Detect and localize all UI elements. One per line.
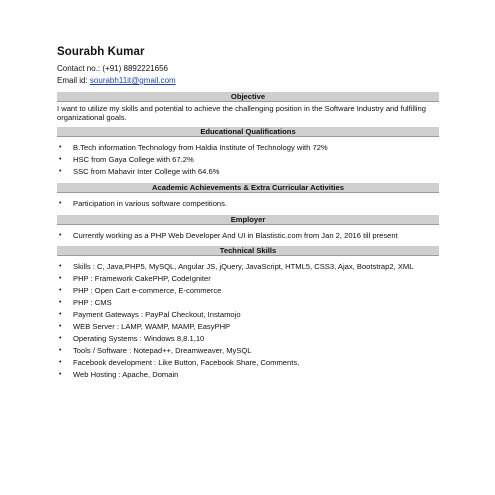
employer-heading: Employer [57,215,439,225]
employer-list [57,230,439,242]
bullet-icon: • [59,200,62,207]
contact-label: Contact no.: [57,64,101,73]
list-item: • Payment Gateways : PayPal Checkout, Instamojo [59,310,241,319]
education-heading: Educational Qualifications [57,127,439,137]
list-item: • WEB Server : LAMP, WAMP, MAMP, EasyPHP [59,322,231,331]
skills-list [57,261,439,381]
achievements-list [57,198,439,210]
list-item: • SSC from Mahavir Inter College with 64.6% [59,167,220,176]
candidate-name: Sourabh Kumar [57,46,145,58]
bullet-icon: • [59,371,62,378]
list-item: • HSC from Gaya College with 67.2% [59,155,194,164]
bullet-icon: • [59,347,62,354]
list-item: • PHP : CMS [59,298,112,307]
bullet-icon: • [59,335,62,342]
education-list [57,142,439,178]
list-item: • Facebook development : Like Button, Facebook Share, Comments, [59,358,300,367]
email-link[interactable]: sourabh11it@gmail.com [89,76,176,85]
bullet-icon: • [59,168,62,175]
list-item: • Participation in various software competitions. [59,199,228,208]
bullet-icon: • [59,299,62,306]
achievements-heading: Academic Achievements & Extra Curricular Activities [57,183,439,193]
list-item: • Web Hosting : Apache, Domain [59,370,179,379]
list-item: • Operating Systems : Windows 8,8.1,10 [59,334,205,343]
email-label: Email id: [57,76,88,85]
bullet-icon: • [59,287,62,294]
email-line [57,75,439,87]
bullet-icon: • [59,323,62,330]
bullet-icon: • [59,156,62,163]
bullet-icon: • [59,311,62,318]
list-item: • Skills : C, Java,PHP5, MySQL, Angular JS, jQuery, JavaScript, HTML5, CSS3, Ajax, Bootstrap2, XML [59,262,414,271]
bullet-icon: • [59,232,62,239]
contact-value: (+91) 8892221656 [102,64,168,73]
list-item: • PHP : Framework CakePHP, CodeIgniter [59,274,211,283]
list-item: • B.Tech information Technology from Haldia Institute of Technology with 72% [59,143,328,152]
list-item: • Tools / Software : Notepad++, Dreamweaver, MySQL [59,346,252,355]
bullet-icon: • [59,275,62,282]
bullet-icon: • [59,144,62,151]
bullet-icon: • [59,263,62,270]
objective-text: I want to utilize my skills and potential to achieve the challenging position in the Software Industry and fulfilling organizational goals. [57,104,426,122]
objective-heading: Objective [57,92,439,102]
contact-line [57,63,439,75]
list-item: • Currently working as a PHP Web Developer And UI in Blastistic.com from Jan 2, 2016 till present [59,231,398,240]
list-item: • PHP : Open Cart e-commerce, E-commerce [59,286,222,295]
skills-heading: Technical Skills [57,246,439,256]
bullet-icon: • [59,359,62,366]
